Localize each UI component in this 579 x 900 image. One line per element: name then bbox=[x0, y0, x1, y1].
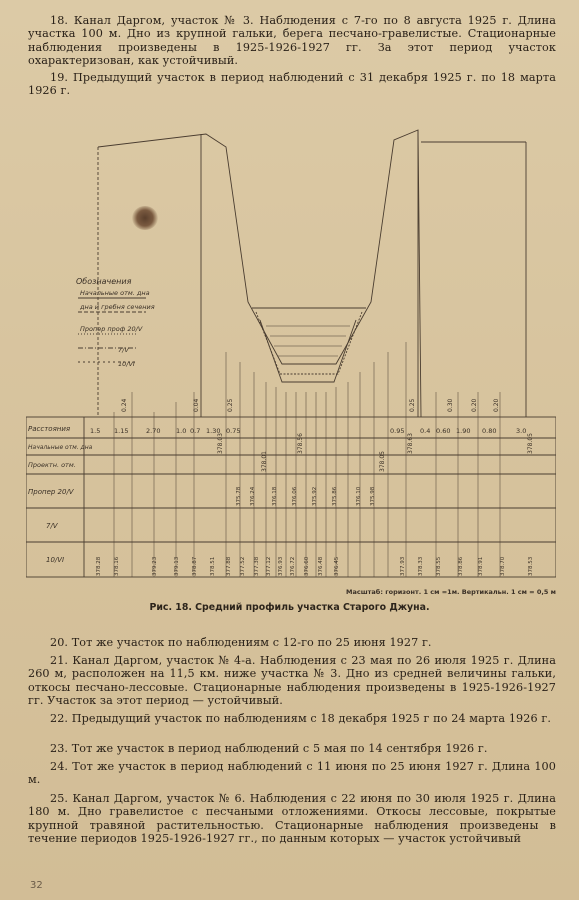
bottom-mark: 376.48 bbox=[318, 556, 324, 576]
bottom-mark: 376.45 bbox=[334, 556, 340, 576]
distance-value: 0.95 bbox=[390, 427, 405, 435]
distance-value: 0.75 bbox=[226, 427, 241, 435]
top-number: 0.04 bbox=[193, 398, 200, 412]
top-number: 0.20 bbox=[471, 398, 478, 412]
bottom-mark: 378.91 bbox=[478, 556, 484, 576]
design-mark: 378.01 bbox=[261, 451, 268, 472]
top-number: 0.24 bbox=[121, 398, 128, 412]
profile-mark: 375.78 bbox=[236, 486, 242, 506]
legend-item: дна и гребня сечения bbox=[80, 303, 155, 311]
bottom-mark: 378.33 bbox=[418, 556, 424, 576]
profile-mark: 376.06 bbox=[292, 486, 298, 506]
profile-mark: 375.98 bbox=[370, 486, 376, 506]
bottom-mark: 378.55 bbox=[436, 556, 442, 576]
row-label: Расстояния bbox=[28, 425, 71, 433]
row-label: Пропер 20/V bbox=[28, 488, 74, 496]
paragraph-19: 19. Предыдущий участок в период наблюдений с 31 декабря 1925 г. по 18 марта 1926 г. bbox=[28, 71, 556, 98]
table-frame bbox=[26, 417, 556, 577]
bottom-mark: 376.60 bbox=[304, 556, 310, 576]
bottom-mark: 376.93 bbox=[278, 556, 284, 576]
bottom-mark: 378.86 bbox=[458, 556, 464, 576]
scale-note: Масштаб: горизонт. 1 см =1м. Вертикальн. 1 см = 0,5 м bbox=[346, 588, 556, 596]
bottom-mark: 378.87 bbox=[192, 556, 198, 576]
page-number: 32 bbox=[30, 880, 43, 891]
distance-value: 0.4 bbox=[420, 427, 431, 435]
distance-value: 1.30 bbox=[206, 427, 221, 435]
profile-mark: 376.18 bbox=[272, 486, 278, 506]
profile-figure bbox=[26, 112, 556, 598]
paragraph-24: 24. Тот же участок в период наблюдений с 11 июня по 25 июня 1927 г. Длина 100 м. bbox=[28, 760, 556, 787]
legend-item: Пропер проф 20/V bbox=[80, 325, 143, 333]
legend-title: Обозначения bbox=[76, 277, 132, 286]
bottom-mark: 377.52 bbox=[240, 556, 246, 576]
bottom-mark: 378.70 bbox=[500, 556, 506, 576]
bottom-mark: 378.28 bbox=[96, 556, 102, 576]
distance-value: 2.70 bbox=[146, 427, 161, 435]
bottom-mark: 377.88 bbox=[226, 556, 232, 576]
legend-item: Начальные отм. дна bbox=[80, 289, 150, 297]
initial-mark: 378.63 bbox=[407, 433, 414, 454]
row-label: Начальные отм. дна bbox=[28, 444, 93, 451]
initial-mark: 378.03 bbox=[217, 433, 224, 454]
bottom-mark: 377.38 bbox=[254, 556, 260, 576]
paragraph-18: 18. Канал Даргом, участок № 3. Наблюдения с 7-го по 8 августа 1925 г. Длина участка 100 м. Дно из крупной гальки, берега песчано-гравелистые. Стационарные наблюдения произведены в 1925-1926-1927 гг. За этот период участок охарактеризован, как устойчивый. bbox=[28, 14, 556, 68]
bottom-mark: 378.53 bbox=[528, 556, 534, 576]
bottom-mark: 377.93 bbox=[400, 556, 406, 576]
distance-value: 0.60 bbox=[436, 427, 451, 435]
paragraph-21: 21. Канал Даргом, участок № 4-а. Наблюдения с 23 мая по 26 июля 1925 г. Длина 260 м, расположен на 11,5 км. ниже участка № 3. Дно из средней величины гальки, откосы песчано-лессовые. Стационарные наблюдения произведены в 1925-1926-1927 гг. Участок за этот период — устойчивый. bbox=[28, 654, 556, 708]
profile-mark: 376.10 bbox=[356, 486, 362, 506]
distance-value: 0.7 bbox=[190, 427, 201, 435]
bottom-mark: 378.51 bbox=[210, 556, 216, 576]
bottom-mark: 378.16 bbox=[114, 556, 120, 576]
figure-caption: Рис. 18. Средний профиль участка Старого Джуна. bbox=[149, 602, 430, 613]
paragraph-20: 20. Тот же участок по наблюдениям с 12-го по 25 июня 1927 г. bbox=[50, 636, 432, 649]
distance-value: 0.80 bbox=[482, 427, 497, 435]
top-number: 0.25 bbox=[409, 398, 416, 412]
legend-item: 7/V bbox=[118, 346, 129, 354]
profile-mark: 375.86 bbox=[332, 486, 338, 506]
distance-value: 1.0 bbox=[176, 427, 187, 435]
paragraph-25: 25. Канал Даргом, участок № 6. Наблюдения с 22 июня по 30 июля 1925 г. Длина 180 м. Дно гравелистое с песчаными отложениями. Откосы лессовые, покрытые крупной травяной растительностью. Стационарные наблюдения произведены в течение периодов 1925-1926-1927 гг., по данным которых — участок устойчивый bbox=[28, 792, 556, 846]
distance-value: 1.5 bbox=[90, 427, 101, 435]
bottom-mark: 377.12 bbox=[266, 556, 272, 576]
profile-mark: 376.24 bbox=[250, 486, 256, 506]
legend-item: 10/VI bbox=[118, 360, 135, 368]
initial-mark: 378.05 bbox=[527, 433, 534, 454]
bottom-mark: 379.23 bbox=[152, 556, 158, 576]
row-label: 10/VI bbox=[46, 556, 65, 564]
profile-mark: 375.92 bbox=[312, 486, 318, 506]
top-number: 0.20 bbox=[493, 398, 500, 412]
initial-mark: 378.56 bbox=[297, 433, 304, 454]
row-label: 7/V bbox=[46, 522, 58, 530]
bottom-mark: 379.13 bbox=[174, 556, 180, 576]
row-label: Проектн. отм. bbox=[28, 461, 76, 469]
top-number: 0.30 bbox=[447, 398, 454, 412]
distance-value: 1.90 bbox=[456, 427, 471, 435]
design-mark: 378.05 bbox=[379, 451, 386, 472]
top-number: 0.25 bbox=[227, 398, 234, 412]
bottom-mark: 376.72 bbox=[290, 556, 296, 576]
distance-value: 1.15 bbox=[114, 427, 129, 435]
cross-section-drawing bbox=[26, 112, 556, 598]
distance-value: 3.0 bbox=[516, 427, 527, 435]
paragraph-23: 23. Тот же участок в период наблюдений с 5 мая по 14 сентября 1926 г. bbox=[50, 742, 488, 755]
paragraph-22: 22. Предыдущий участок по наблюдениям с 18 декабря 1925 г по 24 марта 1926 г. bbox=[50, 712, 551, 725]
